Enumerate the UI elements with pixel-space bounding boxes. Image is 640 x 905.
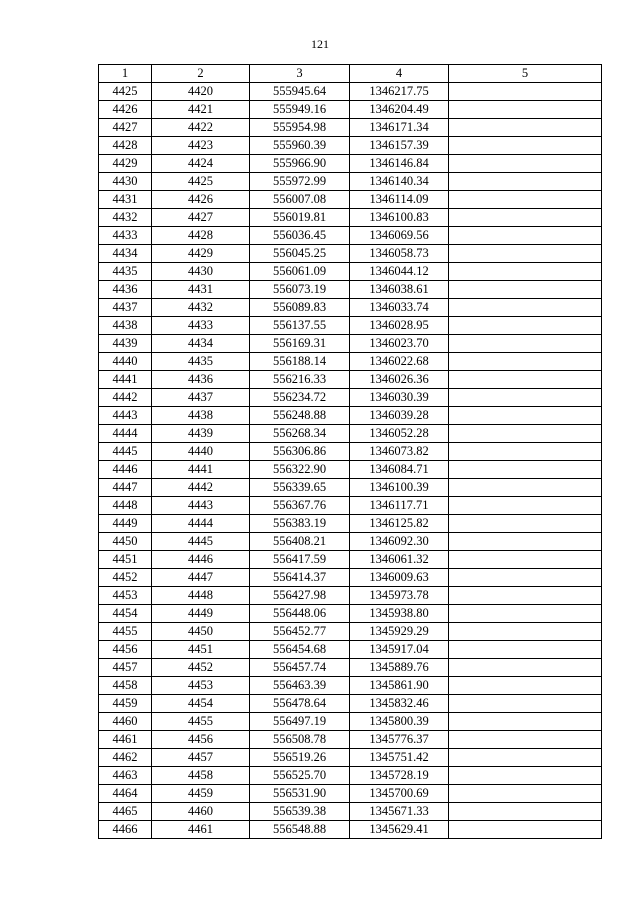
table-row: [99, 317, 602, 335]
table-cell-col-5: [449, 785, 602, 803]
table-cell-col-5: [449, 533, 602, 551]
table-cell-col-1: 4427: [99, 119, 152, 137]
table-cell-col-1: 4428: [99, 137, 152, 155]
table-cell-col-2: 4449: [152, 605, 250, 623]
table-cell-col-1: 4425: [99, 83, 152, 101]
table-cell-col-5: [449, 803, 602, 821]
table-cell-col-2: 4448: [152, 587, 250, 605]
table-cell-col-2: 4460: [152, 803, 250, 821]
column-header-2: 2: [152, 65, 250, 83]
table-cell-col-2: 4432: [152, 299, 250, 317]
table-cell-col-3: 556408.21: [250, 533, 350, 551]
table-cell-col-2: 4461: [152, 821, 250, 839]
table-row: [99, 407, 602, 425]
table-cell-col-2: 4454: [152, 695, 250, 713]
table-cell-col-4: 1346217.75: [350, 83, 449, 101]
table-row: [99, 227, 602, 245]
table-cell-col-4: 1346052.28: [350, 425, 449, 443]
table-cell-col-4: 1346030.39: [350, 389, 449, 407]
table-cell-col-3: 556137.55: [250, 317, 350, 335]
table-row: [99, 137, 602, 155]
table-cell-col-4: 1346058.73: [350, 245, 449, 263]
table-cell-col-4: 1346171.34: [350, 119, 449, 137]
table-cell-col-4: 1346038.61: [350, 281, 449, 299]
table-cell-col-5: [449, 101, 602, 119]
table-cell-col-3: 556306.86: [250, 443, 350, 461]
table-cell-col-3: 556497.19: [250, 713, 350, 731]
column-header-5: 5: [449, 65, 602, 83]
table-cell-col-2: 4428: [152, 227, 250, 245]
table-cell-col-3: 556045.25: [250, 245, 350, 263]
table-cell-col-2: 4421: [152, 101, 250, 119]
table-cell-col-2: 4441: [152, 461, 250, 479]
table-cell-col-4: 1345889.76: [350, 659, 449, 677]
table-cell-col-5: [449, 731, 602, 749]
table-cell-col-2: 4452: [152, 659, 250, 677]
table-cell-col-4: 1346114.09: [350, 191, 449, 209]
table-cell-col-1: 4463: [99, 767, 152, 785]
table-row: [99, 821, 602, 839]
table-cell-col-5: [449, 749, 602, 767]
table-cell-col-1: 4458: [99, 677, 152, 695]
table-cell-col-2: 4451: [152, 641, 250, 659]
table-row: [99, 281, 602, 299]
table-cell-col-5: [449, 245, 602, 263]
table-cell-col-1: 4445: [99, 443, 152, 461]
table-row: [99, 443, 602, 461]
table-cell-col-1: 4441: [99, 371, 152, 389]
table-cell-col-2: 4453: [152, 677, 250, 695]
table-row: [99, 119, 602, 137]
table-cell-col-4: 1346061.32: [350, 551, 449, 569]
table-cell-col-5: [449, 443, 602, 461]
table-cell-col-3: 556019.81: [250, 209, 350, 227]
table-cell-col-5: [449, 641, 602, 659]
table-cell-col-3: 556234.72: [250, 389, 350, 407]
table-cell-col-4: 1346033.74: [350, 299, 449, 317]
table-cell-col-5: [449, 695, 602, 713]
table-cell-col-1: 4442: [99, 389, 152, 407]
table-cell-col-1: 4453: [99, 587, 152, 605]
table-cell-col-1: 4435: [99, 263, 152, 281]
table-cell-col-1: 4456: [99, 641, 152, 659]
table-cell-col-2: 4434: [152, 335, 250, 353]
table-cell-col-3: 556531.90: [250, 785, 350, 803]
table-cell-col-1: 4443: [99, 407, 152, 425]
table-cell-col-4: 1346044.12: [350, 263, 449, 281]
table-cell-col-3: 556073.19: [250, 281, 350, 299]
table-cell-col-5: [449, 587, 602, 605]
table-row: [99, 587, 602, 605]
table-row: [99, 659, 602, 677]
table-row: [99, 101, 602, 119]
table-cell-col-5: [449, 299, 602, 317]
table-cell-col-4: 1345776.37: [350, 731, 449, 749]
table-cell-col-5: [449, 767, 602, 785]
table-cell-col-1: 4426: [99, 101, 152, 119]
table-row: [99, 83, 602, 101]
table-cell-col-4: 1345832.46: [350, 695, 449, 713]
table-cell-col-3: 556061.09: [250, 263, 350, 281]
table-row: [99, 551, 602, 569]
table-cell-col-5: [449, 677, 602, 695]
table-cell-col-5: [449, 605, 602, 623]
table-cell-col-4: 1346073.82: [350, 443, 449, 461]
table-cell-col-3: 556463.39: [250, 677, 350, 695]
table-cell-col-2: 4427: [152, 209, 250, 227]
table-cell-col-3: 556216.33: [250, 371, 350, 389]
table-cell-col-5: [449, 407, 602, 425]
table-cell-col-2: 4446: [152, 551, 250, 569]
table-cell-col-1: 4446: [99, 461, 152, 479]
table-cell-col-1: 4460: [99, 713, 152, 731]
table-cell-col-5: [449, 209, 602, 227]
table-cell-col-2: 4435: [152, 353, 250, 371]
table-cell-col-5: [449, 479, 602, 497]
table-cell-col-3: 556548.88: [250, 821, 350, 839]
table-row: [99, 533, 602, 551]
table-cell-col-4: 1345629.41: [350, 821, 449, 839]
table-cell-col-3: 555954.98: [250, 119, 350, 137]
table-cell-col-4: 1346117.71: [350, 497, 449, 515]
table-cell-col-3: 556508.78: [250, 731, 350, 749]
table-row: [99, 749, 602, 767]
table-cell-col-2: 4431: [152, 281, 250, 299]
table-cell-col-2: 4456: [152, 731, 250, 749]
table-cell-col-5: [449, 317, 602, 335]
table-cell-col-4: 1346023.70: [350, 335, 449, 353]
table-cell-col-5: [449, 497, 602, 515]
table-cell-col-4: 1345751.42: [350, 749, 449, 767]
table-cell-col-1: 4452: [99, 569, 152, 587]
table-cell-col-3: 556478.64: [250, 695, 350, 713]
table-cell-col-2: 4436: [152, 371, 250, 389]
table-cell-col-3: 556457.74: [250, 659, 350, 677]
table-row: [99, 173, 602, 191]
table-row: [99, 263, 602, 281]
table-cell-col-2: 4443: [152, 497, 250, 515]
table-cell-col-1: 4430: [99, 173, 152, 191]
table-cell-col-2: 4459: [152, 785, 250, 803]
table-cell-col-2: 4424: [152, 155, 250, 173]
column-header-3: 3: [250, 65, 350, 83]
table-cell-col-5: [449, 461, 602, 479]
table-row: [99, 641, 602, 659]
table-cell-col-3: 556367.76: [250, 497, 350, 515]
table-cell-col-1: 4447: [99, 479, 152, 497]
table-cell-col-3: 556089.83: [250, 299, 350, 317]
table-cell-col-3: 556427.98: [250, 587, 350, 605]
table-row: [99, 605, 602, 623]
table-cell-col-5: [449, 137, 602, 155]
column-header-1: 1: [99, 65, 152, 83]
table-row: [99, 461, 602, 479]
page-number: 121: [311, 37, 329, 51]
table-cell-col-3: 556036.45: [250, 227, 350, 245]
table-cell-col-5: [449, 515, 602, 533]
table-cell-col-4: 1346204.49: [350, 101, 449, 119]
table-cell-col-5: [449, 281, 602, 299]
coordinates-table: [98, 64, 602, 839]
table-body: [99, 83, 602, 839]
table-cell-col-3: 555949.16: [250, 101, 350, 119]
table-cell-col-4: 1345973.78: [350, 587, 449, 605]
table-cell-col-1: 4440: [99, 353, 152, 371]
table-row: [99, 623, 602, 641]
table-cell-col-3: 556539.38: [250, 803, 350, 821]
table-cell-col-2: 4458: [152, 767, 250, 785]
table-cell-col-5: [449, 335, 602, 353]
table-cell-col-2: 4447: [152, 569, 250, 587]
table-cell-col-2: 4420: [152, 83, 250, 101]
table-cell-col-3: 555960.39: [250, 137, 350, 155]
table-cell-col-3: 556322.90: [250, 461, 350, 479]
table-cell-col-5: [449, 623, 602, 641]
table-row: [99, 425, 602, 443]
table-cell-col-1: 4454: [99, 605, 152, 623]
table-cell-col-1: 4449: [99, 515, 152, 533]
table-cell-col-5: [449, 155, 602, 173]
table-cell-col-3: 556525.70: [250, 767, 350, 785]
table-row: [99, 155, 602, 173]
table-row: [99, 695, 602, 713]
table-row: [99, 245, 602, 263]
table-cell-col-1: 4437: [99, 299, 152, 317]
table-row: [99, 209, 602, 227]
table-cell-col-4: 1346026.36: [350, 371, 449, 389]
table-cell-col-5: [449, 821, 602, 839]
table-cell-col-3: 555966.90: [250, 155, 350, 173]
table-cell-col-1: 4459: [99, 695, 152, 713]
table-cell-col-5: [449, 119, 602, 137]
table-cell-col-2: 4423: [152, 137, 250, 155]
table-cell-col-1: 4466: [99, 821, 152, 839]
table-cell-col-4: 1346069.56: [350, 227, 449, 245]
table-cell-col-2: 4422: [152, 119, 250, 137]
table-cell-col-3: 556268.34: [250, 425, 350, 443]
table-cell-col-4: 1346125.82: [350, 515, 449, 533]
column-header-4: 4: [350, 65, 449, 83]
table-cell-col-4: 1346028.95: [350, 317, 449, 335]
table-row: [99, 371, 602, 389]
table-row: [99, 479, 602, 497]
table-cell-col-4: 1345800.39: [350, 713, 449, 731]
table-cell-col-4: 1345861.90: [350, 677, 449, 695]
table-row: [99, 569, 602, 587]
table-cell-col-2: 4438: [152, 407, 250, 425]
table-cell-col-5: [449, 353, 602, 371]
table-cell-col-2: 4442: [152, 479, 250, 497]
table-cell-col-1: 4462: [99, 749, 152, 767]
table-cell-col-2: 4430: [152, 263, 250, 281]
table-cell-col-2: 4450: [152, 623, 250, 641]
table-cell-col-5: [449, 389, 602, 407]
table-cell-col-4: 1345938.80: [350, 605, 449, 623]
table-row: [99, 497, 602, 515]
table-cell-col-2: 4445: [152, 533, 250, 551]
table-cell-col-1: 4464: [99, 785, 152, 803]
table-row: [99, 785, 602, 803]
table-cell-col-4: 1346022.68: [350, 353, 449, 371]
table-cell-col-3: 556339.65: [250, 479, 350, 497]
table-cell-col-1: 4431: [99, 191, 152, 209]
table-cell-col-1: 4457: [99, 659, 152, 677]
table-row: [99, 353, 602, 371]
table-cell-col-4: 1346100.83: [350, 209, 449, 227]
table-cell-col-2: 4425: [152, 173, 250, 191]
table-cell-col-4: 1345929.29: [350, 623, 449, 641]
table-cell-col-4: 1346009.63: [350, 569, 449, 587]
table-cell-col-2: 4440: [152, 443, 250, 461]
table-cell-col-3: 556452.77: [250, 623, 350, 641]
table-cell-col-5: [449, 191, 602, 209]
table-row: [99, 515, 602, 533]
table-cell-col-1: 4434: [99, 245, 152, 263]
table-row: [99, 767, 602, 785]
table-cell-col-2: 4455: [152, 713, 250, 731]
table-header: [99, 65, 602, 83]
table-cell-col-3: 556414.37: [250, 569, 350, 587]
table-cell-col-5: [449, 227, 602, 245]
table-cell-col-1: 4461: [99, 731, 152, 749]
table-cell-col-4: 1346100.39: [350, 479, 449, 497]
table-cell-col-2: 4429: [152, 245, 250, 263]
table-cell-col-2: 4444: [152, 515, 250, 533]
table-cell-col-3: 555972.99: [250, 173, 350, 191]
table-cell-col-3: 556383.19: [250, 515, 350, 533]
table-cell-col-1: 4451: [99, 551, 152, 569]
table-cell-col-3: 556169.31: [250, 335, 350, 353]
table-cell-col-2: 4426: [152, 191, 250, 209]
table-row: [99, 803, 602, 821]
table-cell-col-3: 556248.88: [250, 407, 350, 425]
table-cell-col-2: 4439: [152, 425, 250, 443]
table-row: [99, 731, 602, 749]
table-cell-col-4: 1345700.69: [350, 785, 449, 803]
table-cell-col-4: 1345917.04: [350, 641, 449, 659]
table-cell-col-5: [449, 425, 602, 443]
table-cell-col-4: 1346157.39: [350, 137, 449, 155]
table-row: [99, 677, 602, 695]
table-cell-col-1: 4436: [99, 281, 152, 299]
table-cell-col-3: 556188.14: [250, 353, 350, 371]
table-cell-col-1: 4429: [99, 155, 152, 173]
table-cell-col-5: [449, 371, 602, 389]
table-cell-col-1: 4433: [99, 227, 152, 245]
table-row: [99, 335, 602, 353]
table-cell-col-1: 4455: [99, 623, 152, 641]
table-row: [99, 299, 602, 317]
table-cell-col-4: 1345728.19: [350, 767, 449, 785]
table-cell-col-2: 4457: [152, 749, 250, 767]
table-cell-col-4: 1346039.28: [350, 407, 449, 425]
table-cell-col-2: 4433: [152, 317, 250, 335]
table-cell-col-4: 1346092.30: [350, 533, 449, 551]
table-cell-col-4: 1345671.33: [350, 803, 449, 821]
table-cell-col-3: 556519.26: [250, 749, 350, 767]
table-row: [99, 389, 602, 407]
table-row: [99, 713, 602, 731]
table-cell-col-1: 4444: [99, 425, 152, 443]
table-cell-col-3: 555945.64: [250, 83, 350, 101]
table-cell-col-1: 4432: [99, 209, 152, 227]
table-cell-col-5: [449, 569, 602, 587]
table-cell-col-5: [449, 83, 602, 101]
table-cell-col-3: 556007.08: [250, 191, 350, 209]
table-cell-col-5: [449, 173, 602, 191]
table-cell-col-2: 4437: [152, 389, 250, 407]
table-cell-col-1: 4439: [99, 335, 152, 353]
table-row: [99, 191, 602, 209]
table-cell-col-3: 556448.06: [250, 605, 350, 623]
table-cell-col-1: 4448: [99, 497, 152, 515]
table-cell-col-3: 556454.68: [250, 641, 350, 659]
header-row: [99, 65, 602, 83]
table-cell-col-5: [449, 659, 602, 677]
table-cell-col-4: 1346084.71: [350, 461, 449, 479]
table-cell-col-3: 556417.59: [250, 551, 350, 569]
table-cell-col-1: 4450: [99, 533, 152, 551]
table-cell-col-5: [449, 713, 602, 731]
table-cell-col-4: 1346146.84: [350, 155, 449, 173]
table-cell-col-5: [449, 263, 602, 281]
table-cell-col-1: 4465: [99, 803, 152, 821]
table-cell-col-1: 4438: [99, 317, 152, 335]
table-cell-col-5: [449, 551, 602, 569]
table-cell-col-4: 1346140.34: [350, 173, 449, 191]
